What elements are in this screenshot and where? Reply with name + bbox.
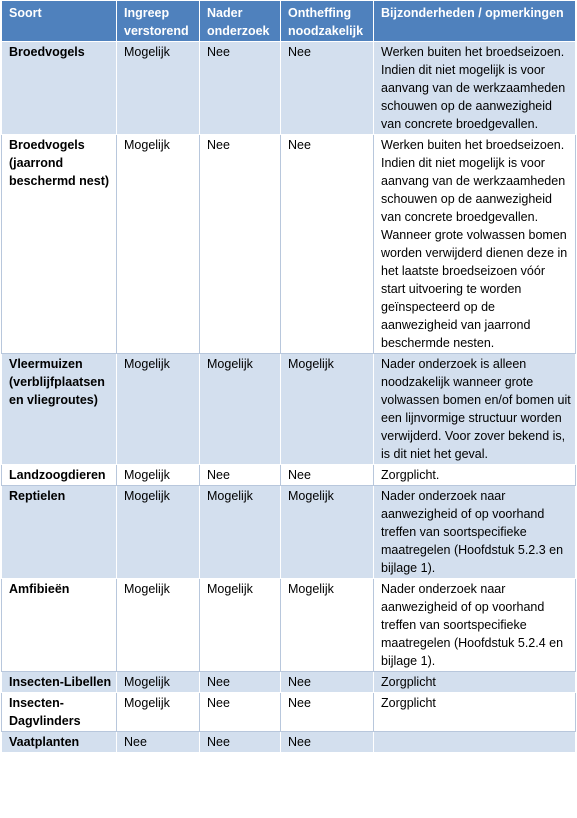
species-table [1, 0, 576, 753]
cell-ingreep: Mogelijk [117, 579, 200, 672]
cell-ontheffing: Nee [281, 672, 374, 693]
cell-onderzoek: Nee [200, 732, 281, 753]
cell-ontheffing: Nee [281, 135, 374, 354]
cell-opmerkingen: Nader onderzoek is alleen noodzakelijk wanneer grote volwassen bomen en/of bomen uit een lijnvormige structuur worden verwijderd. Voor zover bekend is, is dit niet het geval. [374, 354, 576, 465]
cell-ingreep: Mogelijk [117, 672, 200, 693]
cell-ingreep: Mogelijk [117, 693, 200, 732]
cell-ingreep: Mogelijk [117, 465, 200, 486]
cell-ontheffing: Nee [281, 465, 374, 486]
cell-ingreep: Nee [117, 732, 200, 753]
header-soort: Soort [2, 1, 117, 42]
table-body [2, 42, 576, 753]
cell-ingreep: Mogelijk [117, 135, 200, 354]
cell-ontheffing: Mogelijk [281, 486, 374, 579]
header-opmerkingen: Bijzonderheden / opmerkingen [374, 1, 576, 42]
table-row [2, 465, 576, 486]
cell-soort: Insecten-Dagvlinders [2, 693, 117, 732]
cell-onderzoek: Nee [200, 135, 281, 354]
cell-ontheffing: Nee [281, 732, 374, 753]
cell-soort: Broedvogels (jaarrond beschermd nest) [2, 135, 117, 354]
cell-opmerkingen: Zorgplicht. [374, 465, 576, 486]
cell-soort: Insecten-Libellen [2, 672, 117, 693]
header-row [2, 1, 576, 42]
cell-opmerkingen: Zorgplicht [374, 672, 576, 693]
table-row [2, 672, 576, 693]
header-ontheffing: Ontheffing noodzakelijk [281, 1, 374, 42]
table-row [2, 579, 576, 672]
cell-ontheffing: Mogelijk [281, 579, 374, 672]
cell-onderzoek: Mogelijk [200, 486, 281, 579]
table-row [2, 42, 576, 135]
cell-onderzoek: Nee [200, 693, 281, 732]
table-header [2, 1, 576, 42]
table-row [2, 693, 576, 732]
cell-opmerkingen: Nader onderzoek naar aanwezigheid of op voorhand treffen van soortspecifieke maatregelen (Hoofdstuk 5.2.3 en bijlage 1). [374, 486, 576, 579]
cell-onderzoek: Mogelijk [200, 579, 281, 672]
table-row [2, 135, 576, 354]
cell-soort: Broedvogels [2, 42, 117, 135]
table-row [2, 732, 576, 753]
cell-soort: Amfibieën [2, 579, 117, 672]
cell-ingreep: Mogelijk [117, 354, 200, 465]
cell-onderzoek: Nee [200, 672, 281, 693]
cell-ingreep: Mogelijk [117, 486, 200, 579]
cell-soort: Vleermuizen (verblijfplaatsen en vliegroutes) [2, 354, 117, 465]
header-ingreep: Ingreep verstorend [117, 1, 200, 42]
cell-ontheffing: Nee [281, 693, 374, 732]
table-row [2, 486, 576, 579]
cell-opmerkingen: Werken buiten het broedseizoen. Indien dit niet mogelijk is voor aanvang van de werkzaamheden schouwen op de aanwezigheid van concrete broedgevallen. Wanneer grote volwassen bomen worden verwijderd dienen deze in het laatste broedseizoen vóór start uitvoering te worden geïnspecteerd op de aanwezigheid van jaarrond beschermde nesten. [374, 135, 576, 354]
cell-ontheffing: Nee [281, 42, 374, 135]
cell-onderzoek: Mogelijk [200, 354, 281, 465]
cell-opmerkingen: Zorgplicht [374, 693, 576, 732]
cell-soort: Vaatplanten [2, 732, 117, 753]
cell-onderzoek: Nee [200, 42, 281, 135]
cell-soort: Landzoogdieren [2, 465, 117, 486]
header-onderzoek: Nader onderzoek [200, 1, 281, 42]
cell-onderzoek: Nee [200, 465, 281, 486]
table-row [2, 354, 576, 465]
cell-opmerkingen: Werken buiten het broedseizoen. Indien dit niet mogelijk is voor aanvang van de werkzaamheden schouwen op de aanwezigheid van concrete broedgevallen. [374, 42, 576, 135]
cell-ontheffing: Mogelijk [281, 354, 374, 465]
cell-ingreep: Mogelijk [117, 42, 200, 135]
cell-opmerkingen [374, 732, 576, 753]
cell-soort: Reptielen [2, 486, 117, 579]
cell-opmerkingen: Nader onderzoek naar aanwezigheid of op voorhand treffen van soortspecifieke maatregelen (Hoofdstuk 5.2.4 en bijlage 1). [374, 579, 576, 672]
